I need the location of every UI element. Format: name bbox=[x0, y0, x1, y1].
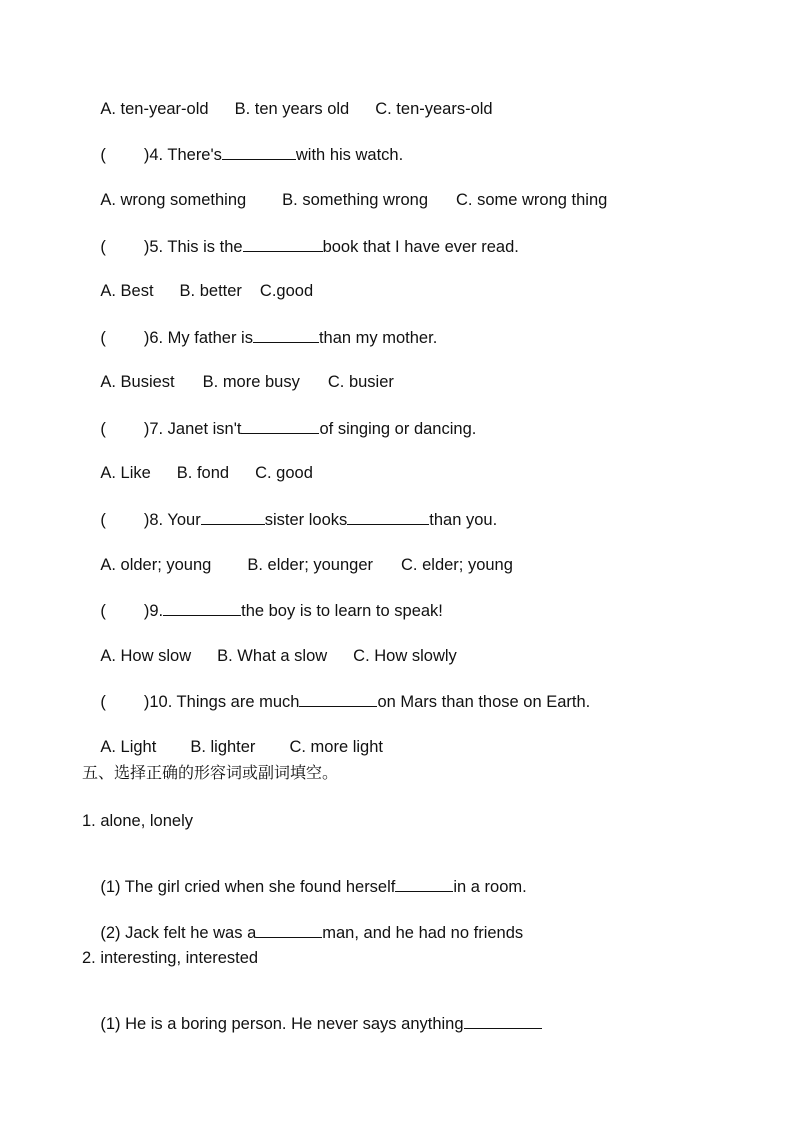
answer-blank[interactable] bbox=[243, 236, 323, 252]
answer-blank[interactable] bbox=[464, 1013, 542, 1029]
option-b: B. lighter bbox=[190, 738, 256, 756]
option-c: C.good bbox=[259, 282, 314, 300]
question-text: with his watch. bbox=[295, 146, 404, 164]
option-a: A. older; young bbox=[100, 556, 212, 574]
question-text: than my mother. bbox=[318, 329, 438, 347]
option-a: A. Light bbox=[100, 738, 157, 756]
section-heading: 五、选择正确的形容词或副词填空。 bbox=[82, 763, 339, 782]
question-text: the boy is to learn to speak! bbox=[241, 602, 443, 620]
sentence-text: (2) Jack felt he was a bbox=[100, 924, 257, 942]
option-c: C. some wrong thing bbox=[456, 191, 608, 209]
word-group-1: 1. alone, lonely bbox=[82, 812, 193, 830]
option-c: C. elder; young bbox=[401, 556, 513, 574]
sentence-2-1 bbox=[82, 993, 542, 1054]
question-text: book that I have ever read. bbox=[322, 238, 519, 256]
option-b: B. something wrong bbox=[282, 191, 428, 209]
answer-paren: ( bbox=[100, 329, 106, 347]
answer-paren: ( bbox=[100, 238, 106, 256]
answer-blank[interactable] bbox=[395, 876, 453, 892]
option-a: A. Busiest bbox=[100, 373, 175, 391]
option-c: C. ten-years-old bbox=[375, 100, 493, 118]
sentence-text: (1) He is a boring person. He never says anything bbox=[100, 1015, 464, 1033]
answer-paren: ( bbox=[100, 420, 106, 438]
answer-blank-1[interactable] bbox=[201, 509, 265, 525]
option-a: A. How slow bbox=[100, 647, 192, 665]
sentence-text: (1) The girl cried when she found herself bbox=[100, 878, 396, 896]
question-text: )5. This is the bbox=[143, 238, 243, 256]
option-b: B. better bbox=[179, 282, 242, 300]
sentence-text: in a room. bbox=[453, 878, 527, 896]
option-b: B. What a slow bbox=[217, 647, 328, 665]
option-b: B. fond bbox=[176, 464, 230, 482]
answer-blank[interactable] bbox=[256, 922, 322, 938]
answer-paren: ( bbox=[100, 146, 106, 164]
option-c: C. How slowly bbox=[353, 647, 457, 665]
question-text: of singing or dancing. bbox=[319, 420, 477, 438]
question-text: )7. Janet isn't bbox=[143, 420, 242, 438]
sentence-text: man, and he had no friends bbox=[322, 924, 524, 942]
answer-blank[interactable] bbox=[222, 144, 296, 160]
question-text: than you. bbox=[429, 511, 498, 529]
question-text: )4. There's bbox=[143, 146, 222, 164]
option-a: A. Like bbox=[100, 464, 151, 482]
option-a: A. Best bbox=[100, 282, 154, 300]
option-b: B. ten years old bbox=[234, 100, 350, 118]
question-text: sister looks bbox=[264, 511, 348, 529]
question-text: )9. bbox=[143, 602, 164, 620]
question-text: )8. Your bbox=[143, 511, 201, 529]
answer-paren: ( bbox=[100, 693, 106, 711]
question-text: )10. Things are much bbox=[143, 693, 300, 711]
option-c: C. busier bbox=[327, 373, 394, 391]
option-b: B. more busy bbox=[202, 373, 300, 391]
option-c: C. more light bbox=[289, 738, 383, 756]
answer-blank[interactable] bbox=[163, 600, 241, 616]
option-c: C. good bbox=[255, 464, 313, 482]
answer-blank[interactable] bbox=[299, 691, 377, 707]
answer-blank[interactable] bbox=[241, 418, 319, 434]
word-group-2: 2. interesting, interested bbox=[82, 949, 259, 967]
option-b: B. elder; younger bbox=[247, 556, 374, 574]
option-a: A. wrong something bbox=[100, 191, 247, 209]
answer-paren: ( bbox=[100, 602, 106, 620]
question-text: )6. My father is bbox=[143, 329, 253, 347]
answer-blank-2[interactable] bbox=[347, 509, 429, 525]
question-text: on Mars than those on Earth. bbox=[377, 693, 591, 711]
answer-paren: ( bbox=[100, 511, 106, 529]
option-a: A. ten-year-old bbox=[100, 100, 209, 118]
answer-blank[interactable] bbox=[253, 327, 319, 343]
